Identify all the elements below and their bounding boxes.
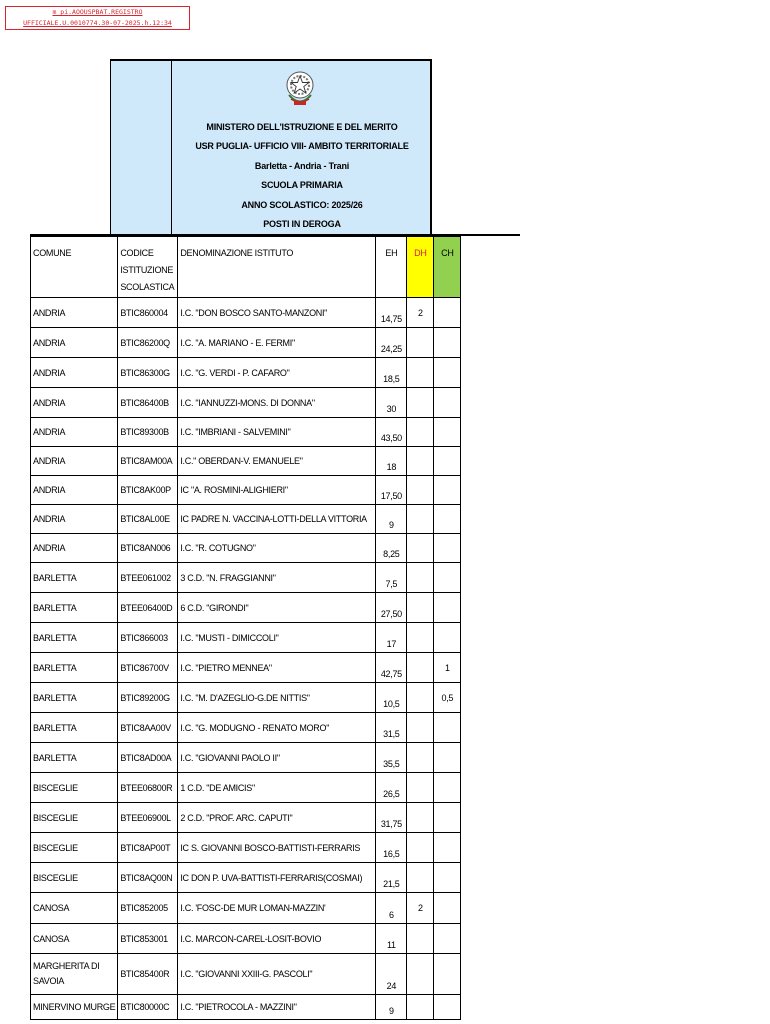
cell-denominazione: I.C. "MUSTI - DIMICCOLI" — [178, 623, 376, 653]
table-row — [31, 298, 461, 328]
cell-dh: 2 — [407, 893, 434, 924]
table-row — [31, 358, 461, 388]
stamp-line-2: UFFICIALE.U.0010774.30-07-2025.h.12:34 — [23, 19, 172, 27]
republic-emblem-icon — [285, 68, 315, 110]
cell-comune: BISCEGLIE — [31, 833, 118, 863]
cell-denominazione: I.C. "PIETRO MENNEA" — [178, 653, 376, 683]
cell-comune: ANDRIA — [31, 447, 118, 476]
table-row — [31, 995, 461, 1020]
cell-ch — [434, 447, 461, 476]
cell-codice: BTIC8AN006 — [118, 534, 178, 563]
cell-denominazione: IC "A. ROSMINI-ALIGHIERI" — [178, 476, 376, 505]
cell-ch — [434, 833, 461, 863]
cell-codice: BTIC86200Q — [118, 328, 178, 358]
cell-ch — [434, 534, 461, 563]
cell-codice: BTIC8AM00A — [118, 447, 178, 476]
cell-codice: BTIC8AK00P — [118, 476, 178, 505]
cell-comune: BARLETTA — [31, 653, 118, 683]
cell-denominazione: 3 C.D. "N. FRAGGIANNI" — [178, 563, 376, 593]
cell-codice: BTEE06400D — [118, 593, 178, 623]
cell-eh: 6 — [376, 893, 407, 924]
cell-codice: BTEE061002 — [118, 563, 178, 593]
table-row — [31, 713, 461, 743]
table-row — [31, 623, 461, 653]
table-row — [31, 593, 461, 623]
cell-dh — [407, 995, 434, 1020]
cell-dh — [407, 683, 434, 713]
table-row — [31, 743, 461, 773]
cell-denominazione: 1 C.D. "DE AMICIS" — [178, 773, 376, 803]
cell-denominazione: I.C. "DON BOSCO SANTO-MANZONI" — [178, 298, 376, 328]
cell-eh: 43,50 — [376, 418, 407, 447]
cell-eh: 14,75 — [376, 298, 407, 328]
table-row — [31, 328, 461, 358]
cell-eh: 16,5 — [376, 833, 407, 863]
cell-comune: ANDRIA — [31, 358, 118, 388]
column-header-dh: DH — [407, 237, 434, 298]
cell-ch — [434, 924, 461, 954]
table-row — [31, 833, 461, 863]
table-row — [31, 863, 461, 893]
cell-dh — [407, 743, 434, 773]
cell-dh: 2 — [407, 298, 434, 328]
cell-ch — [434, 623, 461, 653]
table-row — [31, 683, 461, 713]
column-header-ch: CH — [434, 237, 461, 298]
cell-codice: BTIC852005 — [118, 893, 178, 924]
cell-ch — [434, 713, 461, 743]
cell-codice: BTIC8AP00T — [118, 833, 178, 863]
table-row — [31, 653, 461, 683]
cell-dh — [407, 505, 434, 534]
cell-denominazione: I.C." OBERDAN-V. EMANUELE" — [178, 447, 376, 476]
cell-comune: BARLETTA — [31, 623, 118, 653]
heading-school-year: ANNO SCOLASTICO: 2025/26 — [241, 199, 363, 210]
cell-comune: BARLETTA — [31, 713, 118, 743]
cell-comune: MARGHERITA DI SAVOIA — [31, 954, 118, 995]
cell-comune: CANOSA — [31, 924, 118, 954]
column-header-comune: COMUNE — [31, 237, 118, 298]
stamp-line-1: m_pi.AOOUSPBAT.REGISTRO — [52, 8, 143, 16]
heading-office: USR PUGLIA- UFFICIO VIII- AMBITO TERRITORIALE — [195, 141, 409, 152]
cell-comune: MINERVINO MURGE — [31, 995, 118, 1020]
cell-comune: CANOSA — [31, 893, 118, 924]
cell-ch — [434, 476, 461, 505]
cell-codice: BTIC860004 — [118, 298, 178, 328]
cell-dh — [407, 476, 434, 505]
cell-ch — [434, 388, 461, 418]
heading-school-type: SCUOLA PRIMARIA — [261, 180, 343, 191]
cell-denominazione: 6 C.D. "GIRONDI" — [178, 593, 376, 623]
cell-comune: BISCEGLIE — [31, 773, 118, 803]
cell-eh: 18,5 — [376, 358, 407, 388]
cell-eh: 9 — [376, 995, 407, 1020]
cell-eh: 30 — [376, 388, 407, 418]
cell-eh: 8,25 — [376, 534, 407, 563]
heading-subject: POSTI IN DEROGA — [263, 219, 341, 230]
cell-dh — [407, 358, 434, 388]
cell-denominazione: I.C. "M. D'AZEGLIO-G.DE NITTIS" — [178, 683, 376, 713]
cell-comune: ANDRIA — [31, 476, 118, 505]
table-header-row — [31, 237, 461, 298]
cell-denominazione: I.C. "A. MARIANO - E. FERMI" — [178, 328, 376, 358]
cell-codice: BTEE06800R — [118, 773, 178, 803]
column-header-eh: EH — [376, 237, 407, 298]
cell-eh: 27,50 — [376, 593, 407, 623]
cell-eh: 24 — [376, 954, 407, 995]
cell-dh — [407, 713, 434, 743]
cell-ch — [434, 563, 461, 593]
cell-comune: BARLETTA — [31, 563, 118, 593]
cell-ch: 1 — [434, 653, 461, 683]
cell-eh: 24,25 — [376, 328, 407, 358]
cell-ch — [434, 328, 461, 358]
cell-dh — [407, 833, 434, 863]
table-row — [31, 773, 461, 803]
cell-codice: BTEE06900L — [118, 803, 178, 833]
cell-dh — [407, 447, 434, 476]
cell-dh — [407, 534, 434, 563]
cell-denominazione: IC S. GIOVANNI BOSCO-BATTISTI-FERRARIS — [178, 833, 376, 863]
table-row — [31, 534, 461, 563]
cell-eh: 10,5 — [376, 683, 407, 713]
cell-dh — [407, 773, 434, 803]
cell-dh — [407, 653, 434, 683]
cell-codice: BTIC89300B — [118, 418, 178, 447]
cell-denominazione: I.C. "GIOVANNI PAOLO II" — [178, 743, 376, 773]
cell-eh: 21,5 — [376, 863, 407, 893]
cell-codice: BTIC853001 — [118, 924, 178, 954]
cell-denominazione: I.C. 'FOSC-DE MUR LOMAN-MAZZIN' — [178, 893, 376, 924]
cell-eh: 11 — [376, 924, 407, 954]
cell-ch — [434, 773, 461, 803]
cell-ch — [434, 893, 461, 924]
table-row — [31, 418, 461, 447]
ministry-heading — [172, 118, 432, 234]
cell-comune: BARLETTA — [31, 593, 118, 623]
cell-ch — [434, 358, 461, 388]
heading-ministry: MINISTERO DELL'ISTRUZIONE E DEL MERITO — [206, 122, 398, 132]
table-row — [31, 924, 461, 954]
cell-dh — [407, 328, 434, 358]
cell-eh: 17 — [376, 623, 407, 653]
cell-eh: 31,75 — [376, 803, 407, 833]
cell-codice: BTIC89200G — [118, 683, 178, 713]
cell-eh: 9 — [376, 505, 407, 534]
cell-codice: BTIC8AL00E — [118, 505, 178, 534]
cell-codice: BTIC8AQ00N — [118, 863, 178, 893]
cell-eh: 31,5 — [376, 713, 407, 743]
cell-codice: BTIC86700V — [118, 653, 178, 683]
table-row — [31, 447, 461, 476]
cell-dh — [407, 924, 434, 954]
table-row — [31, 563, 461, 593]
cell-ch — [434, 743, 461, 773]
cell-comune: ANDRIA — [31, 418, 118, 447]
cell-denominazione: I.C. MARCON-CAREL-LOSIT-BOVIO — [178, 924, 376, 954]
cell-comune: BARLETTA — [31, 743, 118, 773]
cell-ch: 0,5 — [434, 683, 461, 713]
cell-denominazione: IC PADRE N. VACCINA-LOTTI-DELLA VITTORIA — [178, 505, 376, 534]
cell-eh: 42,75 — [376, 653, 407, 683]
cell-ch — [434, 593, 461, 623]
cell-comune: BISCEGLIE — [31, 863, 118, 893]
cell-ch — [434, 505, 461, 534]
cell-dh — [407, 418, 434, 447]
table-row — [31, 803, 461, 833]
cell-ch — [434, 298, 461, 328]
column-header-denominazione: DENOMINAZIONE ISTITUTO — [178, 237, 376, 298]
cell-dh — [407, 863, 434, 893]
cell-codice: BTIC80000C — [118, 995, 178, 1020]
cell-eh: 26,5 — [376, 773, 407, 803]
cell-comune: ANDRIA — [31, 388, 118, 418]
cell-comune: ANDRIA — [31, 298, 118, 328]
cell-ch — [434, 995, 461, 1020]
cell-eh: 17,50 — [376, 476, 407, 505]
cell-codice: BTIC866003 — [118, 623, 178, 653]
column-header-codice: CODICE ISTITUZIONE SCOLASTICA — [118, 237, 178, 298]
cell-denominazione: IC DON P. UVA-BATTISTI-FERRARIS(COSMAI) — [178, 863, 376, 893]
cell-dh — [407, 803, 434, 833]
cell-denominazione: I.C. "R. COTUGNO" — [178, 534, 376, 563]
cell-dh — [407, 954, 434, 995]
cell-dh — [407, 623, 434, 653]
table-row — [31, 505, 461, 534]
cell-codice: BTIC85400R — [118, 954, 178, 995]
cell-denominazione: I.C. "GIOVANNI XXIII-G. PASCOLI" — [178, 954, 376, 995]
cell-dh — [407, 593, 434, 623]
cell-denominazione: 2 C.D. "PROF. ARC. CAPUTI" — [178, 803, 376, 833]
cell-denominazione: I.C. "IMBRIANI - SALVEMINI" — [178, 418, 376, 447]
cell-dh — [407, 388, 434, 418]
cell-ch — [434, 863, 461, 893]
cell-eh: 35,5 — [376, 743, 407, 773]
cell-denominazione: I.C. "G. MODUGNO - RENATO MORO" — [178, 713, 376, 743]
protocol-stamp — [5, 6, 190, 30]
cell-codice: BTIC8AA00V — [118, 713, 178, 743]
cell-codice: BTIC8AD00A — [118, 743, 178, 773]
cell-eh: 18 — [376, 447, 407, 476]
cell-comune: ANDRIA — [31, 534, 118, 563]
cell-eh: 7,5 — [376, 563, 407, 593]
cell-comune: ANDRIA — [31, 328, 118, 358]
cell-ch — [434, 803, 461, 833]
table-row — [31, 388, 461, 418]
table-row — [31, 954, 461, 995]
cell-ch — [434, 954, 461, 995]
cell-comune: ANDRIA — [31, 505, 118, 534]
cell-denominazione: I.C. "G. VERDI - P. CAFARO" — [178, 358, 376, 388]
table-row — [31, 476, 461, 505]
cell-codice: BTIC86400B — [118, 388, 178, 418]
table-row — [31, 893, 461, 924]
cell-denominazione: I.C. "IANNUZZI-MONS. DI DONNA" — [178, 388, 376, 418]
cell-comune: BARLETTA — [31, 683, 118, 713]
heading-area: Barletta - Andria - Trani — [254, 160, 350, 171]
cell-ch — [434, 418, 461, 447]
cell-comune: BISCEGLIE — [31, 803, 118, 833]
deroga-table — [30, 236, 461, 1020]
cell-denominazione: I.C. "PIETROCOLA - MAZZINI" — [178, 995, 376, 1020]
cell-dh — [407, 563, 434, 593]
cell-codice: BTIC86300G — [118, 358, 178, 388]
